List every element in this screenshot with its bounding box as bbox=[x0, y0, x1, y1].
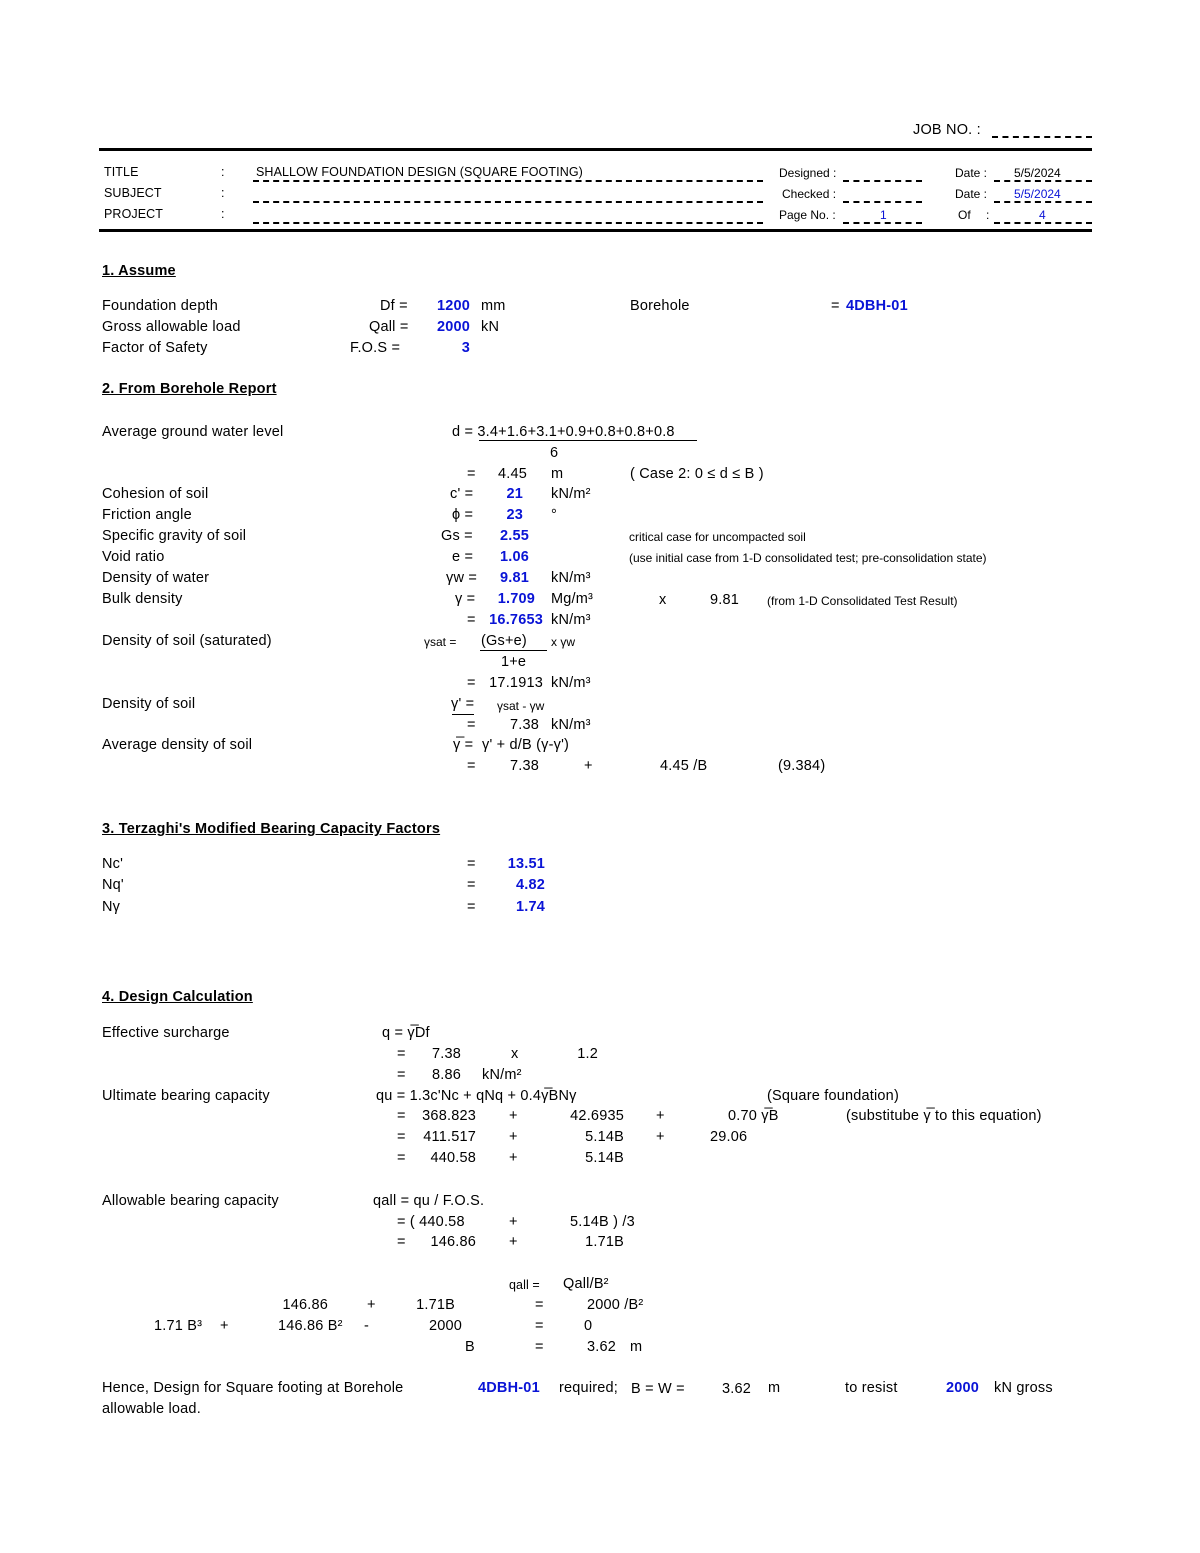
sub-eq: = bbox=[467, 717, 476, 733]
water-value: 9.81 bbox=[499, 570, 529, 586]
conclusion-text-2: required; bbox=[559, 1380, 619, 1396]
borehole-value: 4DBH-01 bbox=[846, 298, 908, 314]
job-no-label: JOB NO. : bbox=[913, 122, 981, 138]
avg-symbol: γ̅ = bbox=[453, 737, 474, 753]
page-no-label: Page No. : bbox=[779, 208, 836, 222]
bulk-kn-unit: kN/m³ bbox=[551, 612, 591, 628]
sat-symbol: γsat = bbox=[424, 635, 457, 649]
date2-label: Date : bbox=[955, 187, 988, 201]
ult-formula: qu = 1.3c'Nc + qNq + 0.4γ̅BNγ bbox=[376, 1088, 577, 1104]
subject-field bbox=[253, 201, 763, 203]
bulk-kn-value: 16.7653 bbox=[489, 612, 543, 628]
cohesion-value: 21 bbox=[506, 486, 523, 502]
allow-formula: qall = qu / F.O.S. bbox=[373, 1193, 485, 1209]
water-symbol: γw = bbox=[446, 570, 478, 586]
ngamma-value: 1.74 bbox=[515, 899, 545, 915]
ult-label: Ultimate bearing capacity bbox=[102, 1088, 270, 1104]
nq-label: Nq' bbox=[102, 877, 124, 893]
allow-label: Allowable bearing capacity bbox=[102, 1193, 279, 1209]
bulk-mult: 9.81 bbox=[710, 592, 740, 608]
gwl-label: Average ground water level bbox=[102, 424, 284, 440]
eqn3-eq: = bbox=[535, 1339, 544, 1355]
eqn2-b: 146.86 B² bbox=[278, 1318, 343, 1334]
cohesion-label: Cohesion of soil bbox=[102, 486, 209, 502]
conclusion-borehole: 4DBH-01 bbox=[478, 1380, 540, 1396]
allow-eq-2: = bbox=[397, 1234, 406, 1250]
eqn3-b: B bbox=[465, 1339, 475, 1355]
surcharge-formula: q = γ̅Df bbox=[382, 1025, 430, 1041]
designed-label: Designed : bbox=[779, 166, 837, 180]
eqn2-c: 2000 bbox=[428, 1318, 462, 1334]
void-symbol: e = bbox=[452, 549, 474, 565]
eqn3-unit: m bbox=[630, 1339, 643, 1355]
sat-denominator: 1+e bbox=[501, 654, 527, 670]
job-no-field bbox=[992, 136, 1092, 138]
void-label: Void ratio bbox=[102, 549, 165, 565]
surcharge-v1: 7.38 bbox=[431, 1046, 461, 1062]
project-field bbox=[253, 222, 763, 224]
sat-numerator: (Gs+e) bbox=[481, 633, 527, 649]
df-unit: mm bbox=[481, 298, 506, 314]
date2-value: 5/5/2024 bbox=[1014, 187, 1061, 201]
friction-label: Friction angle bbox=[102, 507, 192, 523]
allow-2a: 146.86 bbox=[430, 1234, 476, 1250]
gs-value: 2.55 bbox=[499, 528, 529, 544]
conclusion-text-6: allowable load. bbox=[102, 1401, 201, 1417]
checked-field bbox=[843, 201, 922, 203]
subject-colon: : bbox=[221, 186, 225, 200]
gwl-value: 4.45 bbox=[498, 466, 528, 482]
borehole-label: Borehole bbox=[630, 298, 690, 314]
checked-label: Checked : bbox=[782, 187, 837, 201]
surcharge-eq-1: = bbox=[397, 1046, 406, 1062]
ult-1-plus-1: + bbox=[509, 1108, 518, 1124]
eqn1-rhs: 2000 /B² bbox=[587, 1297, 644, 1313]
qall-eq-label: qall = bbox=[509, 1278, 540, 1292]
allow-2b: 1.71B bbox=[585, 1234, 624, 1250]
sat-label: Density of soil (saturated) bbox=[102, 633, 272, 649]
gwl-unit: m bbox=[551, 466, 564, 482]
conclusion-load: 2000 bbox=[946, 1380, 980, 1396]
subject-label: SUBJECT bbox=[104, 186, 162, 200]
ngamma-label: Nγ bbox=[102, 899, 121, 915]
sat-eq: = bbox=[467, 675, 476, 691]
title-colon: : bbox=[221, 165, 225, 179]
borehole-eq: = bbox=[831, 298, 840, 314]
friction-unit: ° bbox=[551, 507, 557, 523]
qall-value: 2000 bbox=[436, 319, 470, 335]
nc-eq: = bbox=[467, 856, 476, 872]
conclusion-value: 3.62 bbox=[722, 1381, 752, 1397]
conclusion-text-1: Hence, Design for Square footing at Borehole bbox=[102, 1380, 404, 1396]
cohesion-symbol: c' = bbox=[450, 486, 474, 502]
void-value: 1.06 bbox=[499, 549, 529, 565]
bulk-x: x bbox=[659, 592, 667, 608]
ult-1-note: (substitube γ̅ to this equation) bbox=[846, 1108, 1042, 1124]
project-label: PROJECT bbox=[104, 207, 164, 221]
gwl-fraction-bar bbox=[479, 440, 697, 441]
df-symbol: Df = bbox=[380, 298, 408, 314]
gwl-eq: = bbox=[467, 466, 476, 482]
gs-note: critical case for uncompacted soil bbox=[629, 530, 806, 544]
sub-value: 7.38 bbox=[509, 717, 539, 733]
gs-symbol: Gs = bbox=[441, 528, 473, 544]
nq-eq: = bbox=[467, 877, 476, 893]
header-top-rule bbox=[99, 148, 1092, 151]
gs-label: Specific gravity of soil bbox=[102, 528, 247, 544]
qall-rhs: Qall/B² bbox=[563, 1276, 609, 1292]
bulk-symbol: γ = bbox=[455, 591, 476, 607]
eqn2-a: 1.71 B³ bbox=[154, 1318, 203, 1334]
section4-heading: 4. Design Calculation bbox=[102, 989, 253, 1005]
sub-symbol: γ' = bbox=[451, 696, 475, 712]
section3-heading: 3. Terzaghi's Modified Bearing Capacity Factors bbox=[102, 821, 441, 837]
eqn1-plus: + bbox=[367, 1297, 376, 1313]
surcharge-unit: kN/m² bbox=[482, 1067, 522, 1083]
ult-1c: 0.70 γ̅B bbox=[728, 1108, 779, 1124]
title-field bbox=[253, 180, 763, 182]
qall-symbol: Qall = bbox=[369, 319, 409, 335]
sat-unit: kN/m³ bbox=[551, 675, 591, 691]
avg-formula: γ' + d/B (γ-γ') bbox=[482, 737, 570, 753]
void-note: (use initial case from 1-D consolidated test; pre-consolidation state) bbox=[629, 551, 987, 565]
sub-label: Density of soil bbox=[102, 696, 196, 712]
ult-2-plus-2: + bbox=[656, 1129, 665, 1145]
date1-value: 5/5/2024 bbox=[1014, 166, 1061, 180]
ult-2-plus-1: + bbox=[509, 1129, 518, 1145]
nc-value: 13.51 bbox=[507, 856, 545, 872]
surcharge-label: Effective surcharge bbox=[102, 1025, 230, 1041]
eqn1-a: 146.86 bbox=[282, 1297, 328, 1313]
friction-value: 23 bbox=[506, 507, 523, 523]
ult-1b: 42.6935 bbox=[570, 1108, 624, 1124]
conclusion-text-5: kN gross bbox=[994, 1380, 1053, 1396]
avg-plus: + bbox=[584, 758, 593, 774]
ult-3b: 5.14B bbox=[585, 1150, 624, 1166]
sub-unit: kN/m³ bbox=[551, 717, 591, 733]
ult-1-plus-2: + bbox=[656, 1108, 665, 1124]
bulk-unit: Mg/m³ bbox=[551, 591, 594, 607]
gwl-divisor: 6 bbox=[550, 445, 559, 461]
eqn1-eq: = bbox=[535, 1297, 544, 1313]
cohesion-unit: kN/m² bbox=[551, 486, 591, 502]
eqn3-value: 3.62 bbox=[587, 1339, 617, 1355]
project-colon: : bbox=[221, 207, 225, 221]
fos-label: Factor of Safety bbox=[102, 340, 208, 356]
bulk-note: (from 1-D Consolidated Test Result) bbox=[767, 594, 958, 608]
eqn2-minus: - bbox=[364, 1318, 370, 1334]
sat-fraction-bar bbox=[480, 650, 547, 651]
nq-value: 4.82 bbox=[515, 877, 545, 893]
water-unit: kN/m³ bbox=[551, 570, 591, 586]
of-label: Of bbox=[958, 208, 971, 222]
eqn2-plus: + bbox=[220, 1318, 229, 1334]
allow-1-open: = ( 440.58 bbox=[397, 1214, 465, 1230]
eqn2-rhs: 0 bbox=[584, 1318, 593, 1334]
sub-underline bbox=[452, 714, 474, 715]
bulk-value: 1.709 bbox=[497, 591, 535, 607]
qall-unit: kN bbox=[481, 319, 500, 335]
ult-2c: 29.06 bbox=[710, 1129, 748, 1145]
sat-value: 17.1913 bbox=[489, 675, 543, 691]
bulk-eq: = bbox=[467, 612, 476, 628]
df-value: 1200 bbox=[436, 298, 470, 314]
designed-field bbox=[843, 180, 922, 182]
water-label: Density of water bbox=[102, 570, 210, 586]
conclusion-text-3: B = W = bbox=[631, 1381, 685, 1397]
gwl-case: ( Case 2: 0 ≤ d ≤ B ) bbox=[630, 466, 764, 482]
avg-label: Average density of soil bbox=[102, 737, 253, 753]
eqn2-eq: = bbox=[535, 1318, 544, 1334]
section1-heading: 1. Assume bbox=[102, 263, 176, 279]
avg-term: 4.45 /B bbox=[660, 758, 708, 774]
sat-mult: x γw bbox=[551, 635, 575, 649]
title-value: SHALLOW FOUNDATION DESIGN (SQUARE FOOTING) bbox=[256, 165, 583, 179]
avg-value: 7.38 bbox=[509, 758, 539, 774]
friction-symbol: ϕ = bbox=[452, 507, 474, 523]
ult-3-plus: + bbox=[509, 1150, 518, 1166]
allow-1-plus: + bbox=[509, 1214, 518, 1230]
header-bottom-rule bbox=[99, 229, 1092, 232]
of-colon: : bbox=[986, 208, 990, 222]
ult-eq-2: = bbox=[397, 1129, 406, 1145]
ult-2b: 5.14B bbox=[585, 1129, 624, 1145]
surcharge-v2: 1.2 bbox=[577, 1046, 598, 1062]
page-no-value: 1 bbox=[880, 208, 887, 222]
fos-value: 3 bbox=[461, 340, 470, 356]
conclusion-text-4: to resist bbox=[845, 1380, 898, 1396]
surcharge-eq-2: = bbox=[397, 1067, 406, 1083]
nc-label: Nc' bbox=[102, 856, 124, 872]
ult-eq-3: = bbox=[397, 1150, 406, 1166]
avg-eq: = bbox=[467, 758, 476, 774]
gwl-formula: d = 3.4+1.6+3.1+0.9+0.8+0.8+0.8 bbox=[452, 424, 675, 440]
date1-label: Date : bbox=[955, 166, 988, 180]
bulk-label: Bulk density bbox=[102, 591, 183, 607]
ult-eq-1: = bbox=[397, 1108, 406, 1124]
allow-2-plus: + bbox=[509, 1234, 518, 1250]
sub-formula: γsat - γw bbox=[497, 699, 545, 713]
avg-bracket: (9.384) bbox=[778, 758, 826, 774]
ngamma-eq: = bbox=[467, 899, 476, 915]
gross-load-label: Gross allowable load bbox=[102, 319, 241, 335]
fos-symbol: F.O.S = bbox=[350, 340, 401, 356]
surcharge-x: x bbox=[511, 1046, 519, 1062]
title-label: TITLE bbox=[104, 165, 139, 179]
of-value: 4 bbox=[1039, 208, 1046, 222]
allow-1b: 5.14B ) /3 bbox=[570, 1214, 635, 1230]
surcharge-v3: 8.86 bbox=[431, 1067, 461, 1083]
ult-1a: 368.823 bbox=[422, 1108, 476, 1124]
section2-heading: 2. From Borehole Report bbox=[102, 381, 277, 397]
eqn1-b: 1.71B bbox=[416, 1297, 455, 1313]
ult-2a: 411.517 bbox=[423, 1129, 476, 1145]
foundation-depth-label: Foundation depth bbox=[102, 298, 219, 314]
ult-note: (Square foundation) bbox=[767, 1088, 899, 1104]
conclusion-unit: m bbox=[768, 1380, 781, 1396]
ult-3a: 440.58 bbox=[430, 1150, 476, 1166]
